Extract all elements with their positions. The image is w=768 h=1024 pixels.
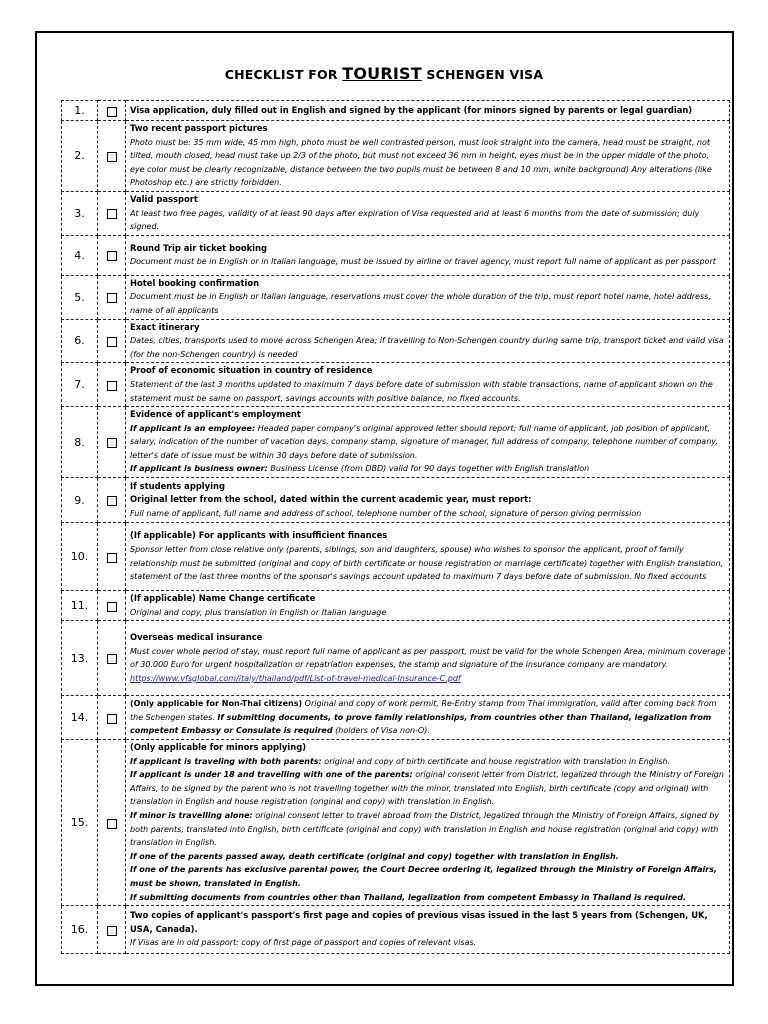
checklist-row <box>62 407 730 478</box>
title-suffix: SCHENGEN VISA <box>421 67 544 82</box>
checklist-row <box>62 121 730 192</box>
title-emphasis: TOURIST <box>342 64 422 83</box>
checkbox[interactable] <box>107 553 117 563</box>
checklist-row <box>62 740 730 906</box>
item-heading: Visa application, duly filled out in English and signed by the applicant (for minors signed by parents or legal guardian) <box>130 104 693 115</box>
paragraph-part: (Only applicable for Non-Thai citizens) <box>130 699 303 709</box>
checkbox[interactable] <box>107 337 117 347</box>
checkbox[interactable] <box>107 714 117 724</box>
link-text[interactable]: https://www.vfsglobal.com/italy/thailand/pdf/List-of-travel-medical-Insurance-C.pdf <box>130 673 461 683</box>
item-condition <box>130 809 726 850</box>
checklist-row <box>62 523 730 591</box>
item-condition <box>130 755 726 769</box>
title-prefix: CHECKLIST FOR <box>224 67 343 82</box>
item-heading: Round Trip air ticket booking <box>130 242 267 253</box>
insurance-list-link <box>130 672 726 686</box>
checkbox-cell <box>98 319 126 363</box>
condition-label: If applicant is an employee: <box>130 423 256 433</box>
checkbox-cell <box>98 275 126 319</box>
item-detail: Original and copy, plus translation in English or Italian language <box>130 607 387 617</box>
checkbox-cell <box>98 740 126 906</box>
checkbox-cell <box>98 235 126 275</box>
item-number: 5. <box>62 275 98 319</box>
checkbox[interactable] <box>107 496 117 506</box>
item-description <box>126 275 730 319</box>
item-heading: Original letter from the school, dated within the current academic year, must report: <box>130 494 532 505</box>
item-number: 7. <box>62 363 98 407</box>
paragraph-part: (holders of Visa non-O). <box>332 726 430 736</box>
checkbox-cell <box>98 696 126 740</box>
item-condition <box>130 768 726 809</box>
item-description <box>126 235 730 275</box>
item-number: 15. <box>62 740 98 906</box>
condition-text: original and copy of birth certificate and house registration with translation in English. <box>321 756 671 766</box>
item-note: If one of the parents passed away, death certificate (original and copy) together with translation in English. <box>130 851 619 861</box>
item-heading: Hotel booking confirmation <box>130 277 260 288</box>
condition-text: Headed paper company's original approved letter should report: full name of applicant, job position of applicant, salary, indication of the number of vacation days, company stamp, signature of manager, full address of company, telephone number of company, letter's date of issue must be within 30 days before date of submission. <box>130 423 718 460</box>
checklist-row <box>62 591 730 621</box>
item-number: 8. <box>62 407 98 478</box>
item-description <box>126 906 730 954</box>
item-description <box>126 740 730 906</box>
item-number: 9. <box>62 478 98 523</box>
checkbox-cell <box>98 478 126 523</box>
checklist-row <box>62 363 730 407</box>
condition-label: If applicant is under 18 and travelling with one of the parents: <box>130 770 413 780</box>
checklist-row <box>62 621 730 696</box>
checklist-row <box>62 478 730 523</box>
checkbox[interactable] <box>107 654 117 664</box>
checkbox-cell <box>98 906 126 954</box>
item-heading: (If applicable) For applicants with insufficient finances <box>130 530 388 541</box>
checklist-row <box>62 191 730 235</box>
checklist-table <box>61 100 730 954</box>
item-condition <box>130 462 726 476</box>
checkbox[interactable] <box>107 926 117 936</box>
item-number: 1. <box>62 101 98 121</box>
checklist-row <box>62 101 730 121</box>
item-number: 13. <box>62 621 98 696</box>
checkbox[interactable] <box>107 251 117 261</box>
checkbox[interactable] <box>107 293 117 303</box>
item-paragraph <box>130 697 726 738</box>
item-description <box>126 121 730 192</box>
checklist-row <box>62 319 730 363</box>
checkbox[interactable] <box>107 381 117 391</box>
item-description <box>126 621 730 696</box>
item-number: 10. <box>62 523 98 591</box>
item-heading: Overseas medical insurance <box>130 632 263 643</box>
item-number: 3. <box>62 191 98 235</box>
item-number: 11. <box>62 591 98 621</box>
condition-text: Business License (from DBD) valid for 90 days together with English translation <box>267 464 590 474</box>
item-description <box>126 363 730 407</box>
item-number: 16. <box>62 906 98 954</box>
item-detail: Full name of applicant, full name and address of school, telephone number of the school, signature of person giving permission <box>130 508 642 518</box>
checkbox[interactable] <box>107 438 117 448</box>
item-note: If one of the parents has exclusive parental power, the Court Decree ordering it, legalized through the Ministry of Foreign Affairs, must be shown, translated in English. <box>130 865 718 888</box>
checkbox-cell <box>98 101 126 121</box>
item-heading: (Only applicable for minors applying) <box>130 742 307 753</box>
checkbox-cell <box>98 621 126 696</box>
item-description <box>126 101 730 121</box>
paragraph-part: Original and copy of work permit, Re-Entry stamp from Thai immigration, valid after coming back from the Schengen states. <box>130 699 717 722</box>
checkbox-cell <box>98 523 126 591</box>
item-note: If submitting documents from countries other than Thailand, legalization from competent Embassy in Thailand is required. <box>130 892 686 902</box>
item-description <box>126 591 730 621</box>
item-description <box>126 696 730 740</box>
item-description <box>126 319 730 363</box>
checkbox[interactable] <box>107 209 117 219</box>
item-heading: Proof of economic situation in country of residence <box>130 365 373 376</box>
checkbox-cell <box>98 591 126 621</box>
item-detail: Document must be in English or in Italian language, must be issued by airline or travel agency, must report full name of applicant as per passport <box>130 257 716 267</box>
checkbox-cell <box>98 363 126 407</box>
item-description <box>126 478 730 523</box>
item-detail: Statement of the last 3 months updated to maximum 7 days before date of submission with stable transactions, name of applicant shown on the statement must be same on passport, savings accounts with positive balance, no fixed accounts. <box>130 379 713 403</box>
item-heading: If students applying <box>130 480 225 491</box>
item-detail: Sponsor letter from close relative only (parents, siblings, son and daughters, spouse) who wishes to sponsor the applicant, proof of family relationship must be submitted (original and copy of birth certificate or house registration or marriage certificate) together with English translation, statement of the last three months of the sponsor's savings account updated to maximum 7 days before date of submission. No fixed accounts <box>130 544 724 582</box>
item-condition <box>130 422 726 463</box>
item-heading: Evidence of applicant's employment <box>130 409 301 420</box>
page-title <box>0 64 768 83</box>
checkbox-cell <box>98 191 126 235</box>
condition-label: If applicant is business owner: <box>130 464 268 474</box>
checkbox-cell <box>98 121 126 192</box>
item-number: 6. <box>62 319 98 363</box>
condition-label: If minor is travelling alone: <box>130 811 253 820</box>
checklist-row <box>62 235 730 275</box>
item-number: 14. <box>62 696 98 740</box>
condition-text: original consent letter to travel abroad from the District, legalized through the Ministry of Foreign Affairs, signed by both parents, translated into English, birth certificate (original and copy) with translation in English and house registration (original and copy) with translation in English. <box>130 811 720 848</box>
checklist-row <box>62 906 730 954</box>
checkbox[interactable] <box>107 819 117 829</box>
item-detail: Must cover whole period of stay, must report full name of applicant as per passport, must be valid for the whole Schengen Area, minimum coverage of 30.000 Euro for urgent hospitalization or repatriation expenses, the stamp and signature of the insurance company are mandatory. <box>130 646 726 670</box>
item-heading: Exact itinerary <box>130 321 200 332</box>
item-heading: Valid passport <box>130 193 198 204</box>
checkbox[interactable] <box>107 602 117 612</box>
item-description <box>126 191 730 235</box>
item-detail: Photo must be: 35 mm wide, 45 mm high, photo must be well contrasted person, must look straight into the camera, head must be straight, not tilted, mouth closed, head must take up 2/3 of the photo, but must not exceed 36 mm in height, eyes must be in the upper middle of the photo, eye color must be clearly recognizable, distance between the two pupils must be between 8 and 10 mm, white background) Any alterations (like Photoshop etc.) are strictly forbidden. <box>130 137 712 188</box>
paragraph-part: If submitting documents, to prove family relationships, from countries other than Thailand, legalization from competent Embassy or Consulate is required <box>130 712 712 736</box>
item-detail: Document must be in English or Italian language, reservations must cover the whole duration of the trip, must report hotel name, hotel address, name of all applicants <box>130 292 711 315</box>
checklist-row <box>62 696 730 740</box>
item-number: 4. <box>62 235 98 275</box>
checkbox[interactable] <box>107 107 117 117</box>
item-heading: Two recent passport pictures <box>130 123 268 133</box>
item-number: 2. <box>62 121 98 192</box>
condition-label: If applicant is traveling with both parents: <box>130 756 322 766</box>
checkbox-cell <box>98 407 126 478</box>
item-description <box>126 523 730 591</box>
condition-text: original consent letter from District, legalized through the Ministry of Foreign Affairs, to be signed by the parent who is not travelling together with the minor, translated into English, birth certificate (copy and original) with translation in English and house registration (original and copy) with translation in English. <box>130 770 724 807</box>
item-heading: (If applicable) Name Change certificate <box>130 593 316 604</box>
item-detail: Dates, cities, transports used to move across Schengen Area; if travelling to Non-Schengen country during same trip, transport ticket and valid visa (for the non-Schengen country) is needed <box>130 336 724 359</box>
checkbox[interactable] <box>107 152 117 162</box>
item-detail: At least two free pages, validity of at least 90 days after expiration of Visa requested and at least 6 months from the date of submission; duly signed. <box>130 208 700 232</box>
checklist-row <box>62 275 730 319</box>
item-heading: Two copies of applicant's passport's first page and copies of previous visas issued in the last 5 years from (Schengen, UK, USA, Canada). <box>130 910 708 934</box>
item-description <box>126 407 730 478</box>
item-detail: If Visas are in old passport: copy of first page of passport and copies of relevant visas. <box>130 938 477 948</box>
